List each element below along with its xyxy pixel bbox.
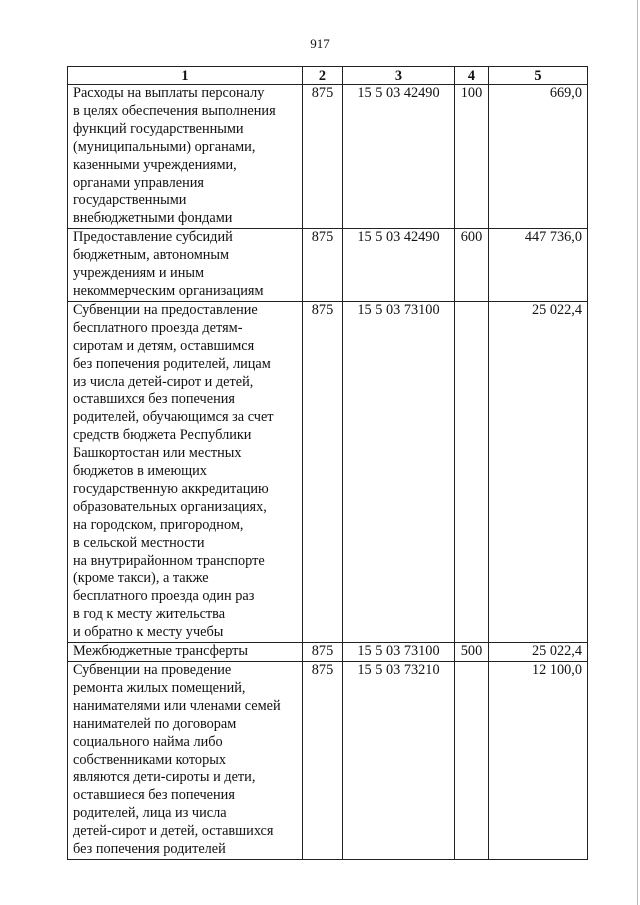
item-name-line: Расходы на выплаты персоналу [73,85,265,101]
target-article-cell: 15 5 03 42490 [343,85,455,229]
item-name-line: в целях обеспечения выполнения [73,102,276,119]
item-name-line: на городском, пригородном, [73,516,244,533]
item-name-line: нанимателей по договорам [73,715,237,732]
item-name-line: средств бюджета Республики [73,427,252,444]
amount-cell: 25 022,4 [489,643,588,662]
item-name-line: Субвенции на проведение [73,662,232,678]
department-code-cell: 875 [303,643,343,662]
item-name-line: являются дети-сироты и дети, [73,769,256,786]
page-number: 917 [310,36,330,51]
department-code-cell: 875 [303,85,343,229]
item-name-line: без попечения родителей [73,841,226,858]
table-row [68,301,588,642]
item-name-line: на внутрирайонном транспорте [73,552,265,569]
item-name-line: без попечения родителей, лицам [73,355,271,372]
expense-type-cell [455,301,489,642]
amount-cell: 12 100,0 [489,662,588,860]
item-name-line: Предоставление субсидий [73,229,233,246]
item-name-line: государственными [73,192,187,209]
item-name-cell [68,643,303,662]
table-row [68,229,588,302]
item-name-line: в год к месту жительства [73,606,226,623]
item-name-line: из числа детей-сирот и детей, [73,373,254,390]
header-row [68,67,588,85]
expense-type-cell: 600 [455,229,489,302]
amount-cell: 25 022,4 [489,301,588,642]
item-name-line: сиротам и детям, оставшимся [73,337,255,354]
item-name-line: в сельской местности [73,534,205,551]
item-name-cell [68,85,303,229]
item-name-cell [68,301,303,642]
expense-type-cell: 100 [455,85,489,229]
item-name-line: и обратно к месту учебы [73,624,224,641]
header-cell-3: 3 [343,67,455,85]
item-name-line: Башкортостан или местных [73,445,242,462]
target-article-cell: 15 5 03 73100 [343,643,455,662]
page-edge [637,0,638,905]
item-name-line: оставшиеся без попечения [73,787,235,804]
expense-type-cell [455,662,489,860]
item-name-line: функций государственными [73,120,244,137]
department-code-cell: 875 [303,229,343,302]
item-name-line: Субвенции на предоставление [73,301,258,318]
amount-cell: 669,0 [489,85,588,229]
item-name-cell [68,229,303,302]
header-cell-2: 2 [303,67,343,85]
item-name-line: бюджетов в имеющих [73,463,207,480]
table-row [68,85,588,229]
department-code-cell: 875 [303,301,343,642]
table-row [68,662,588,860]
expense-type-cell: 500 [455,643,489,662]
header-cell-1: 1 [68,67,303,85]
item-name-line: органами управления [73,174,204,191]
target-article-cell: 15 5 03 73210 [343,662,455,860]
target-article-cell: 15 5 03 42490 [343,229,455,302]
item-name-line: бесплатного проезда один раз [73,588,255,605]
budget-table [67,66,588,860]
amount-cell: 447 736,0 [489,229,588,302]
header-cell-5: 5 [489,67,588,85]
item-name-line: нанимателями или членами семей [73,697,281,714]
item-name-line: бесплатного проезда детям- [73,319,243,336]
item-name-line: ремонта жилых помещений, [73,679,246,696]
item-name-line: бюджетным, автономным [73,247,230,264]
item-name-line: оставшихся без попечения [73,391,235,408]
item-name-line: государственную аккредитацию [73,480,269,497]
target-article-cell: 15 5 03 73100 [343,301,455,642]
item-name-line: учреждениям и иным [73,265,205,282]
item-name-line: социального найма либо [73,733,223,750]
item-name-line: родителей, обучающимся за счет [73,409,274,426]
item-name-line: (муниципальными) органами, [73,138,256,155]
item-name-line: образовательных организациях, [73,498,267,515]
table-row [68,643,588,662]
item-name-line: Межбюджетные трансферты [73,643,249,660]
item-name-line: (кроме такси), а также [73,570,209,587]
item-name-line: детей-сирот и детей, оставшихся [73,823,274,840]
header-cell-4: 4 [455,67,489,85]
item-name-line: некоммерческим организациям [73,282,264,299]
item-name-line: казенными учреждениями, [73,156,237,173]
item-name-line: внебюджетными фондами [73,210,233,227]
item-name-line: собственниками которых [73,751,226,768]
item-name-cell [68,662,303,860]
item-name-line: родителей, лица из числа [73,805,227,822]
department-code-cell: 875 [303,662,343,860]
